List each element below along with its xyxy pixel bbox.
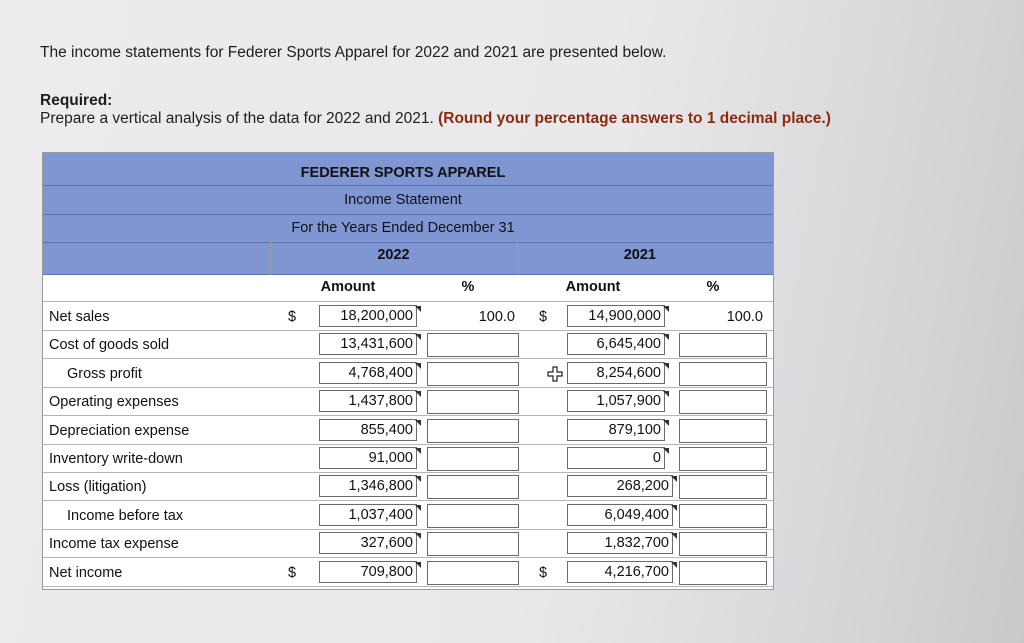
column-header-row (43, 275, 773, 301)
income-statement-table (42, 152, 774, 590)
row-label: Gross profit (67, 365, 142, 382)
required-instruction: Prepare a vertical analysis of the data for 2022 and 2021. (40, 110, 434, 127)
percent-2021-input[interactable] (679, 561, 767, 585)
table-row (43, 388, 773, 416)
amount-2021-cell[interactable]: 268,200 (567, 475, 673, 497)
row-label: Depreciation expense (49, 422, 190, 439)
amount-2021-cell[interactable]: 0 (567, 447, 665, 469)
amount-2022-cell[interactable]: 709,800 (319, 561, 417, 583)
pct-header-2021: % (706, 279, 720, 295)
amount-2022-cell[interactable]: 327,600 (319, 532, 417, 554)
percent-2021-input[interactable] (679, 362, 767, 386)
amount-2022-cell[interactable]: 13,431,600 (319, 333, 417, 355)
percent-2022-input[interactable] (427, 419, 519, 443)
table-row (43, 473, 773, 501)
required-text (40, 110, 831, 128)
amount-2022-cell[interactable]: 1,037,400 (319, 504, 417, 526)
amount-2022-cell[interactable]: 4,768,400 (319, 362, 417, 384)
amount-2022-cell[interactable]: 1,346,800 (319, 475, 417, 497)
rounding-note: (Round your percentage answers to 1 decimal place.) (438, 110, 831, 127)
percent-2021-input[interactable] (679, 447, 767, 471)
pct-header-2022: % (461, 279, 475, 295)
amount-2021-cell[interactable]: 6,645,400 (567, 333, 665, 355)
row-label: Net income (49, 564, 123, 581)
percent-2022-input[interactable] (427, 390, 519, 414)
amount-2022-cell[interactable]: 91,000 (319, 447, 417, 469)
year-2021: 2021 (623, 247, 656, 263)
row-label: Income tax expense (49, 536, 179, 553)
row-label: Loss (litigation) (49, 479, 147, 496)
table-row (43, 417, 773, 445)
row-label: Cost of goods sold (49, 337, 170, 354)
percent-2022-input[interactable] (427, 333, 519, 357)
currency-symbol-2022: $ (288, 309, 297, 325)
currency-symbol-2021: $ (539, 564, 548, 581)
table-row (43, 559, 773, 587)
intro-text: The income statements for Federer Sports Apparel for 2022 and 2021 are presented below. (40, 44, 667, 61)
table-row (43, 445, 773, 473)
row-label: Inventory write-down (49, 451, 183, 467)
percent-2021-input[interactable] (679, 333, 767, 357)
amount-2022-cell[interactable]: 1,437,800 (319, 390, 417, 412)
amount-2022-cell[interactable]: 18,200,000 (319, 305, 417, 327)
amount-2022-cell[interactable]: 855,400 (319, 419, 417, 441)
percent-2022-input[interactable] (427, 532, 519, 556)
amount-2021-cell[interactable]: 8,254,600 (567, 362, 665, 384)
amount-header-2021: Amount (565, 279, 621, 295)
company-name: FEDERER SPORTS APPAREL (300, 165, 506, 181)
table-row (43, 360, 773, 388)
move-cursor-icon (547, 366, 563, 382)
year-row (43, 241, 773, 269)
table-row (43, 331, 773, 359)
required-label: Required: (40, 92, 113, 109)
percent-2021-input[interactable] (679, 532, 767, 556)
row-label: Net sales (49, 309, 110, 325)
amount-2021-cell[interactable]: 4,216,700 (567, 561, 673, 583)
percent-2022-input[interactable] (427, 362, 519, 386)
amount-2021-cell[interactable]: 6,049,400 (567, 504, 673, 526)
statement-title: Income Statement (344, 192, 462, 208)
amount-2021-cell[interactable]: 14,900,000 (567, 305, 665, 327)
percent-2022-input[interactable] (427, 447, 519, 471)
currency-symbol-2022: $ (288, 564, 297, 581)
row-label: Operating expenses (49, 394, 179, 411)
percent-2021-input[interactable] (679, 504, 767, 528)
percent-2022-input[interactable] (427, 475, 519, 499)
amount-2021-cell[interactable]: 1,057,900 (567, 390, 665, 412)
currency-symbol-2021: $ (539, 309, 548, 325)
percent-2022-input[interactable] (427, 504, 519, 528)
year-2022: 2022 (377, 247, 410, 263)
percent-2021-input[interactable]: 100.0 (679, 305, 767, 329)
table-row (43, 303, 773, 331)
percent-2021-input[interactable] (679, 475, 767, 499)
percent-2022-input[interactable]: 100.0 (427, 305, 519, 329)
percent-2021-input[interactable] (679, 419, 767, 443)
amount-2021-cell[interactable]: 879,100 (567, 419, 665, 441)
percent-2021-input[interactable] (679, 390, 767, 414)
statement-period: For the Years Ended December 31 (291, 220, 515, 236)
amount-2021-cell[interactable]: 1,832,700 (567, 532, 673, 554)
percent-2022-input[interactable] (427, 561, 519, 585)
amount-header-2022: Amount (320, 279, 376, 295)
row-label: Income before tax (67, 507, 184, 524)
table-row (43, 502, 773, 530)
table-row (43, 530, 773, 558)
